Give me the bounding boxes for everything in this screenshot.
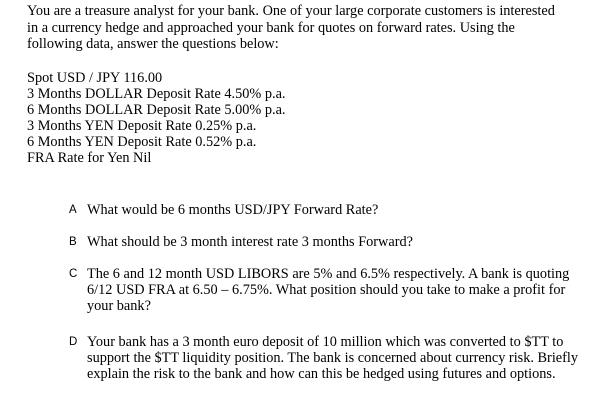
question-letter: C	[69, 268, 78, 280]
question-line: What should be 3 month interest rate 3 months Forward?	[87, 234, 413, 250]
question-line: The 6 and 12 month USD LIBORS are 5% and 6.5% respectively. A bank is quoting	[87, 266, 570, 282]
question-text	[87, 334, 578, 382]
question-text	[87, 266, 569, 314]
intro-paragraph	[27, 3, 592, 53]
rate-data-item: 6 Months DOLLAR Deposit Rate 5.00% p.a.	[27, 102, 286, 118]
rate-data-item: FRA Rate for Yen Nil	[27, 150, 152, 166]
question-letter: A	[69, 204, 77, 216]
intro-line: following data, answer the questions below:	[27, 36, 279, 52]
rate-data-item: 3 Months DOLLAR Deposit Rate 4.50% p.a.	[27, 86, 286, 102]
question-letter: D	[69, 336, 78, 348]
intro-line: You are a treasure analyst for your bank. One of your large corporate customers is interested	[27, 3, 555, 19]
intro-line: in a currency hedge and approached your bank for quotes on forward rates. Using the	[27, 19, 515, 36]
question-line: 6/12 USD FRA at 6.50 – 6.75%. What position should you take to make a profit for	[87, 282, 566, 298]
question-line: support the $TT liquidity position. The bank is concerned about currency risk. Briefly	[87, 350, 579, 366]
question-text	[87, 202, 378, 218]
question-line: Your bank has a 3 month euro deposit of 10 million which was converted to $TT to	[87, 334, 564, 350]
rate-data-item: Spot USD / JPY 116.00	[27, 70, 163, 86]
rate-data-item: 6 Months YEN Deposit Rate 0.52% p.a.	[27, 134, 257, 150]
question-line: What would be 6 months USD/JPY Forward Rate?	[87, 202, 379, 218]
rate-data-list	[27, 70, 286, 166]
question-text	[87, 234, 413, 250]
rate-data-item: 3 Months YEN Deposit Rate 0.25% p.a.	[27, 118, 257, 134]
question-line: explain the risk to the bank and how can this be hedged using futures and options.	[87, 366, 556, 382]
question-letter: B	[69, 236, 77, 248]
question-line: your bank?	[87, 298, 151, 314]
